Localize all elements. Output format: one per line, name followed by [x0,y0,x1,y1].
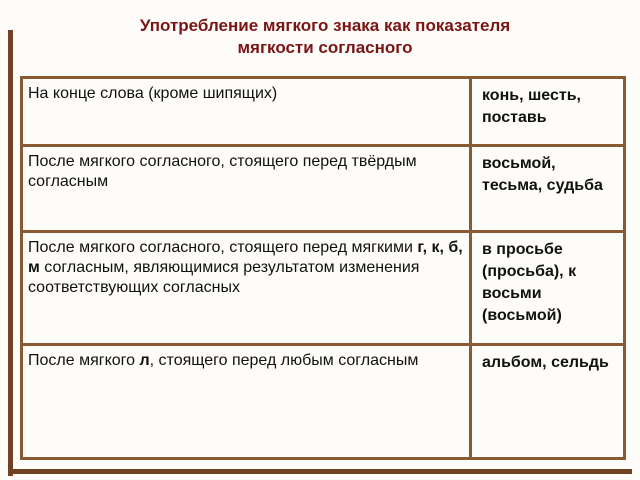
rule-text: После мягкого [28,352,140,369]
rule-text: На конце слова (кроме шипящих) [28,85,278,102]
example-text: конь, шесть, поставь [482,87,581,126]
rule-bold-letters: г, к, б, м [28,239,463,276]
rule-text-continued: согласным, являющимися результатом изменения соответствующих согласных [28,259,420,296]
rule-cell [23,346,472,457]
rule-text: После мягкого согласного, стоящего перед твёрдым согласным [28,153,417,190]
table-row [23,346,623,457]
rule-cell [23,233,472,343]
slide-title-line-1: Употребление мягкого знака как показателя [139,16,511,35]
rule-bold-letters: л [139,352,150,369]
slide-title-line-2: мягкости согласного [237,38,413,57]
rule-text: После мягкого согласного, стоящего перед мягкими [28,239,418,256]
accent-bar-vertical [8,30,13,476]
rule-cell [23,147,472,230]
example-cell [472,147,623,230]
slide-title [60,15,590,59]
example-cell [472,79,623,144]
example-text: восьмой, тесьма, судьба [482,155,603,194]
table-row [23,233,623,346]
example-cell [472,346,623,457]
accent-bar-horizontal [8,469,632,474]
rule-text-continued: , стоящего перед любым согласным [149,352,419,369]
example-text: альбом, сельдь [482,354,609,371]
example-cell [472,233,623,343]
rule-cell [23,79,472,144]
table-row [23,147,623,233]
example-text: в просьбе (просьба), к восьми (восьмой) [482,241,577,324]
table-row [23,79,623,147]
rules-table [20,76,626,460]
